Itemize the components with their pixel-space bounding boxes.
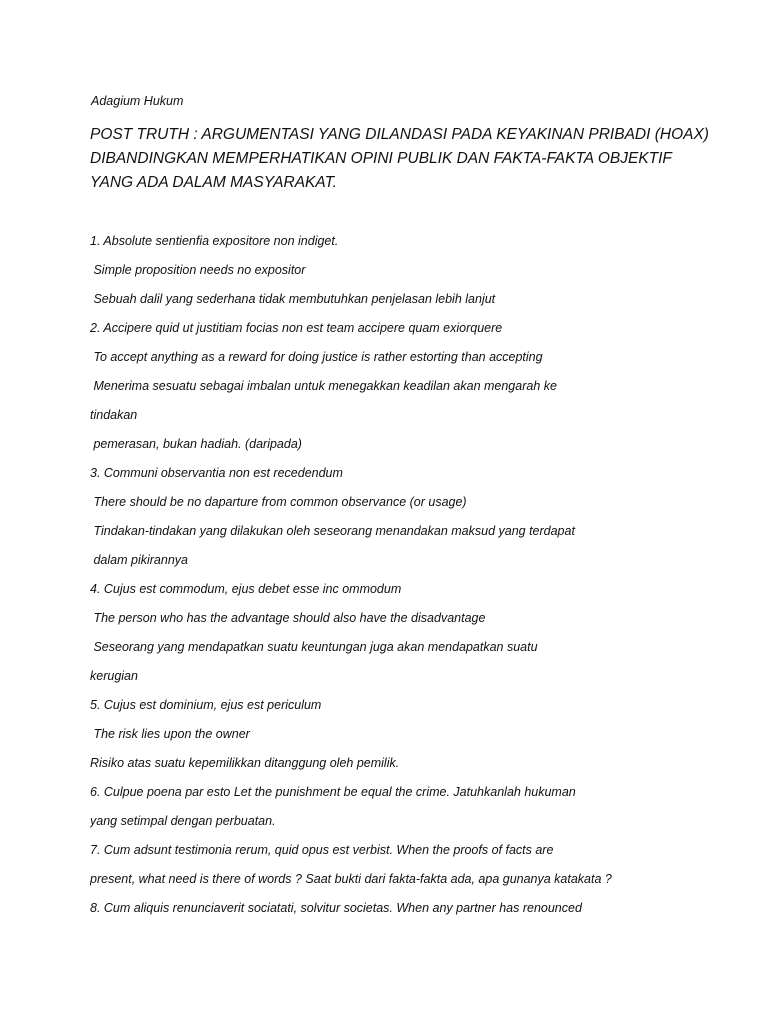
body-line: 8. Cum aliquis renunciaverit sociatati, solvitur societas. When any partner has renounced: [90, 901, 582, 915]
body-line: yang setimpal dengan perbuatan.: [90, 814, 276, 828]
body-line: 7. Cum adsunt testimonia rerum, quid opus est verbist. When the proofs of facts are: [90, 843, 554, 857]
body-line: 1. Absolute sentienfia expositore non indiget.: [90, 234, 339, 248]
body-line: 2. Accipere quid ut justitiam focias non est team accipere quam exiorquere: [90, 321, 503, 335]
body-line: present, what need is there of words ? Saat bukti dari fakta-fakta ada, apa gunanya katakata ?: [90, 872, 612, 886]
body-line: Seseorang yang mendapatkan suatu keuntungan juga akan mendapatkan suatu: [90, 640, 538, 654]
body-line: kerugian: [90, 669, 138, 683]
body-line: 5. Cujus est dominium, ejus est periculum: [90, 698, 322, 712]
body-line: Menerima sesuatu sebagai imbalan untuk menegakkan keadilan akan mengarah ke: [90, 379, 557, 393]
body-line: Risiko atas suatu kepemilikkan ditanggung oleh pemilik.: [90, 756, 400, 770]
body-line: Tindakan-tindakan yang dilakukan oleh seseorang menandakan maksud yang terdapat: [90, 524, 575, 538]
body-line: Sebuah dalil yang sederhana tidak membutuhkan penjelasan lebih lanjut: [90, 292, 496, 306]
body-line: pemerasan, bukan hadiah. (daripada): [90, 437, 302, 451]
title-line: YANG ADA DALAM MASYARAKAT.: [90, 174, 337, 191]
body-line: The person who has the advantage should also have the disadvantage: [90, 611, 486, 625]
document-title: [90, 123, 710, 195]
body-line: dalam pikirannya: [90, 553, 188, 567]
title-line: POST TRUTH : ARGUMENTASI YANG DILANDASI PADA KEYAKINAN PRIBADI (HOAX): [90, 126, 709, 143]
body-line: 6. Culpue poena par esto Let the punishment be equal the crime. Jatuhkanlah hukuman: [90, 785, 576, 799]
body-line: The risk lies upon the owner: [90, 727, 250, 741]
document-body: [90, 233, 730, 929]
title-line: DIBANDINGKAN MEMPERHATIKAN OPINI PUBLIK DAN FAKTA-FAKTA OBJEKTIF: [90, 150, 672, 167]
document-header: Adagium Hukum: [91, 94, 184, 108]
body-line: There should be no daparture from common observance (or usage): [90, 495, 467, 509]
body-line: Simple proposition needs no expositor: [90, 263, 306, 277]
body-line: 3. Communi observantia non est recedendum: [90, 466, 343, 480]
body-line: 4. Cujus est commodum, ejus debet esse inc ommodum: [90, 582, 402, 596]
body-line: To accept anything as a reward for doing justice is rather estorting than accepting: [90, 350, 543, 364]
body-line: tindakan: [90, 408, 138, 422]
